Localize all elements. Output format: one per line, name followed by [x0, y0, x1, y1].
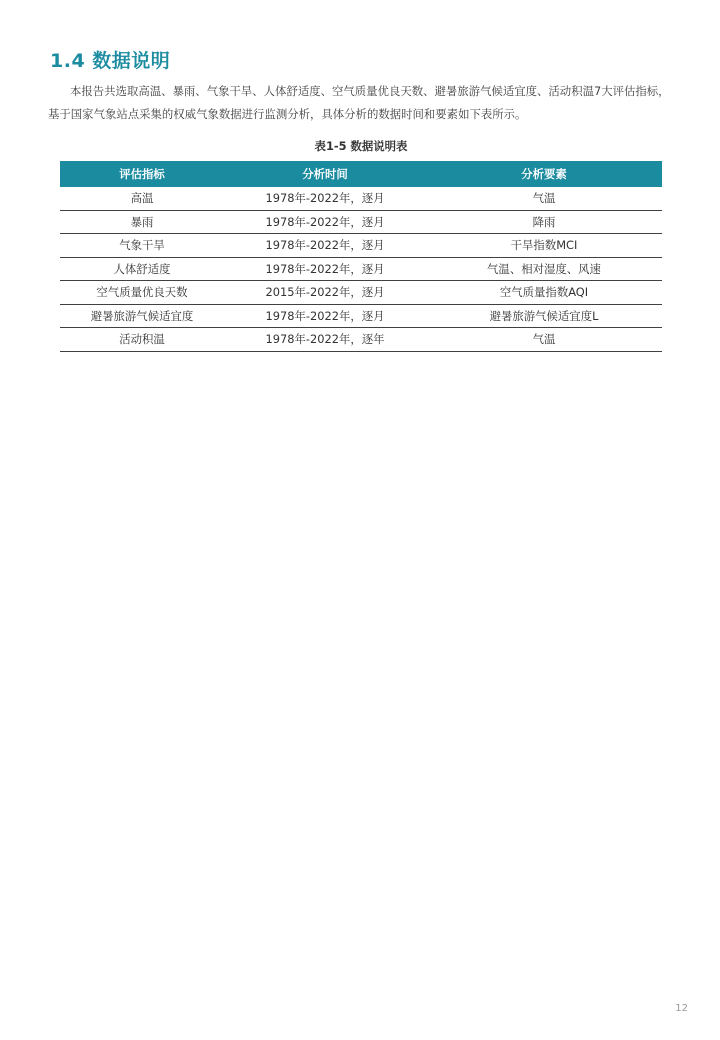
cell-indicator: 避暑旅游气候适宜度: [60, 304, 224, 328]
table-row: [60, 187, 662, 211]
cell-period: 1978年-2022年，逐月: [224, 234, 426, 258]
cell-period: 1978年-2022年，逐月: [224, 210, 426, 234]
table-row: [60, 234, 662, 258]
table-body: [60, 187, 662, 352]
data-description-table: [60, 161, 662, 352]
header-elements: 分析要素: [426, 161, 662, 187]
cell-elements: 气温、相对湿度、风速: [426, 257, 662, 281]
header-indicator: 评估指标: [60, 161, 224, 187]
cell-indicator: 人体舒适度: [60, 257, 224, 281]
cell-period: 1978年-2022年，逐月: [224, 304, 426, 328]
cell-elements: 空气质量指数AQI: [426, 281, 662, 305]
page-number: 12: [675, 1003, 688, 1014]
cell-period: 1978年-2022年，逐月: [224, 257, 426, 281]
cell-indicator: 暴雨: [60, 210, 224, 234]
cell-elements: 降雨: [426, 210, 662, 234]
cell-period: 1978年-2022年，逐月: [224, 187, 426, 211]
cell-elements: 气温: [426, 328, 662, 352]
table-header: [60, 161, 662, 187]
cell-indicator: 气象干旱: [60, 234, 224, 258]
table-row: [60, 210, 662, 234]
intro-paragraph: 本报告共选取高温、暴雨、气象干旱、人体舒适度、空气质量优良天数、避暑旅游气候适宜度、活动积温7大评估指标，基于国家气象站点采集的权威气象数据进行监测分析，具体分析的数据时间和要素如下表所示。: [48, 84, 670, 121]
cell-elements: 避暑旅游气候适宜度L: [426, 304, 662, 328]
cell-period: 1978年-2022年，逐年: [224, 328, 426, 352]
cell-period: 2015年-2022年，逐月: [224, 281, 426, 305]
cell-indicator: 空气质量优良天数: [60, 281, 224, 305]
table-row: [60, 328, 662, 352]
cell-elements: 干旱指数MCI: [426, 234, 662, 258]
table-header-row: [60, 161, 662, 187]
header-period: 分析时间: [224, 161, 426, 187]
table-caption: 表1-5 数据说明表: [314, 139, 408, 153]
section-heading: 1.4 数据说明: [50, 50, 171, 72]
cell-indicator: 高温: [60, 187, 224, 211]
table-row: [60, 281, 662, 305]
cell-elements: 气温: [426, 187, 662, 211]
cell-indicator: 活动积温: [60, 328, 224, 352]
table-row: [60, 304, 662, 328]
table-row: [60, 257, 662, 281]
